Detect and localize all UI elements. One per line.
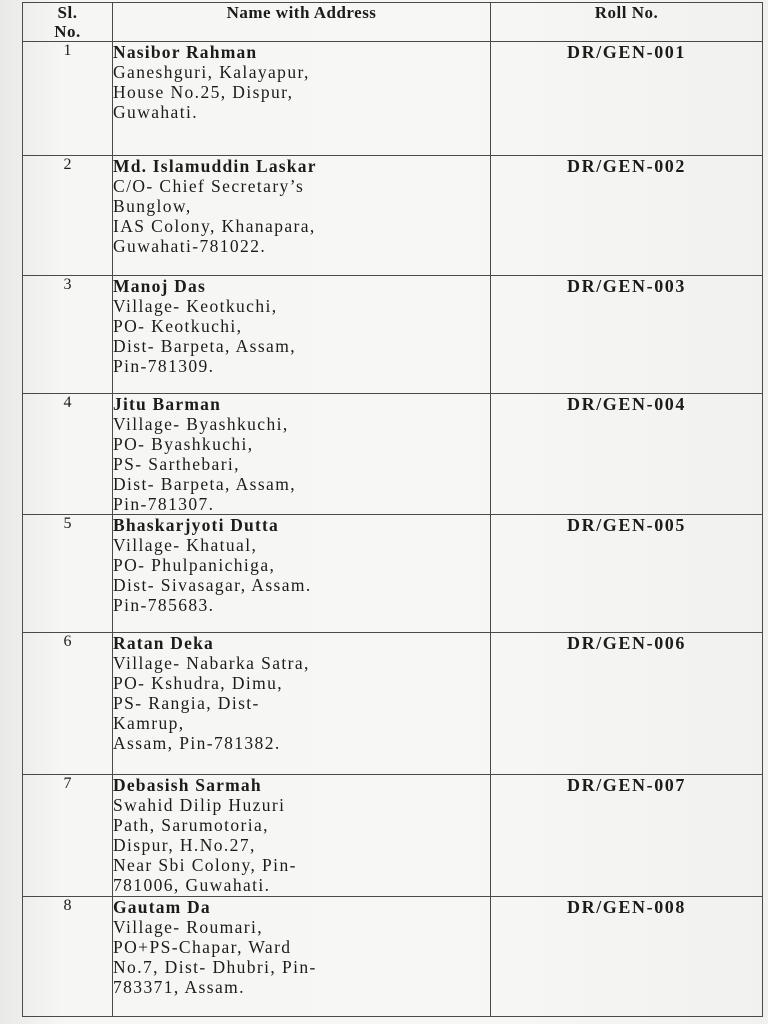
address-line: PO- Kshudra, Dimu, — [113, 673, 284, 693]
roll-number-cell: DR/GEN-006 — [491, 633, 763, 775]
serial-number-cell: 8 — [23, 897, 113, 1017]
table-row — [23, 775, 763, 897]
name-address-cell — [113, 394, 491, 515]
address-line: PO+PS-Chapar, Ward — [113, 937, 292, 957]
address-line: Near Sbi Colony, Pin- — [113, 855, 297, 875]
name-address-cell — [113, 897, 491, 1017]
address-line: Ganeshguri, Kalayapur, — [113, 62, 310, 82]
address-line: No.7, Dist- Dhubri, Pin- — [113, 957, 317, 977]
address-line: Dist- Barpeta, Assam, — [113, 336, 296, 356]
serial-number-cell: 3 — [23, 276, 113, 394]
serial-number-cell: 7 — [23, 775, 113, 897]
table-row — [23, 276, 763, 394]
candidate-name: Debasish Sarmah — [113, 775, 262, 795]
address-line: Dist- Barpeta, Assam, — [113, 474, 296, 494]
address-line: C/O- Chief Secretary’s — [113, 176, 305, 196]
serial-number-cell: 2 — [23, 156, 113, 276]
header-serial-line2: No. — [54, 22, 81, 41]
table-row — [23, 633, 763, 775]
candidate-name: Md. Islamuddin Laskar — [113, 156, 317, 176]
address-line: Village- Nabarka Satra, — [113, 653, 310, 673]
candidate-name: Ratan Deka — [113, 633, 214, 653]
address-line: Path, Sarumotoria, — [113, 815, 269, 835]
address-line: Village- Keotkuchi, — [113, 296, 278, 316]
address-line: Village- Roumari, — [113, 917, 264, 937]
roll-number-cell: DR/GEN-003 — [491, 276, 763, 394]
roll-number-cell: DR/GEN-007 — [491, 775, 763, 897]
address-line: Guwahati. — [113, 102, 199, 122]
candidate-name: Gautam Da — [113, 897, 211, 917]
candidate-name: Jitu Barman — [113, 394, 221, 414]
candidate-name: Bhaskarjyoti Dutta — [113, 515, 279, 535]
table-row — [23, 394, 763, 515]
address-line: Guwahati-781022. — [113, 236, 267, 256]
address-line: PO- Byashkuchi, — [113, 434, 254, 454]
name-address-cell — [113, 42, 491, 156]
name-address-cell — [113, 156, 491, 276]
address-line: PO- Keotkuchi, — [113, 316, 243, 336]
header-row — [23, 3, 763, 42]
address-line: 781006, Guwahati. — [113, 875, 271, 895]
serial-number-cell: 6 — [23, 633, 113, 775]
address-line: PS- Rangia, Dist- — [113, 693, 260, 713]
candidate-name: Manoj Das — [113, 276, 206, 296]
table-row — [23, 156, 763, 276]
address-line: PS- Sarthebari, — [113, 454, 240, 474]
address-line: Assam, Pin-781382. — [113, 733, 281, 753]
name-address-cell — [113, 515, 491, 633]
table-row — [23, 897, 763, 1017]
serial-number-cell: 4 — [23, 394, 113, 515]
serial-number-cell: 5 — [23, 515, 113, 633]
serial-number-cell: 1 — [23, 42, 113, 156]
roll-number-cell: DR/GEN-008 — [491, 897, 763, 1017]
address-line: Village- Byashkuchi, — [113, 414, 289, 434]
name-address-cell — [113, 775, 491, 897]
address-line: Village- Khatual, — [113, 535, 258, 555]
table-row — [23, 515, 763, 633]
roll-number-cell: DR/GEN-001 — [491, 42, 763, 156]
name-address-cell — [113, 633, 491, 775]
roll-number-cell: DR/GEN-002 — [491, 156, 763, 276]
roll-number-cell: DR/GEN-004 — [491, 394, 763, 515]
address-line: Pin-785683. — [113, 595, 215, 615]
address-line: Pin-781307. — [113, 494, 215, 514]
address-line: Bunglow, — [113, 196, 192, 216]
header-serial-line1: Sl. — [57, 3, 78, 22]
address-line: Kamrup, — [113, 713, 185, 733]
roll-number-cell: DR/GEN-005 — [491, 515, 763, 633]
header-roll-number: Roll No. — [491, 3, 763, 42]
roll-number-table — [22, 2, 763, 1017]
candidate-name: Nasibor Rahman — [113, 42, 258, 62]
table-body — [23, 42, 763, 1017]
table-header — [23, 3, 763, 42]
address-line: IAS Colony, Khanapara, — [113, 216, 316, 236]
address-line: Pin-781309. — [113, 356, 215, 376]
header-name-with-address: Name with Address — [113, 3, 491, 42]
address-line: Swahid Dilip Huzuri — [113, 795, 286, 815]
header-serial-number — [23, 3, 113, 42]
address-line: PO- Phulpanichiga, — [113, 555, 276, 575]
address-line: House No.25, Dispur, — [113, 82, 294, 102]
address-line: Dist- Sivasagar, Assam. — [113, 575, 312, 595]
table-row — [23, 42, 763, 156]
name-address-cell — [113, 276, 491, 394]
address-line: 783371, Assam. — [113, 977, 245, 997]
address-line: Dispur, H.No.27, — [113, 835, 256, 855]
